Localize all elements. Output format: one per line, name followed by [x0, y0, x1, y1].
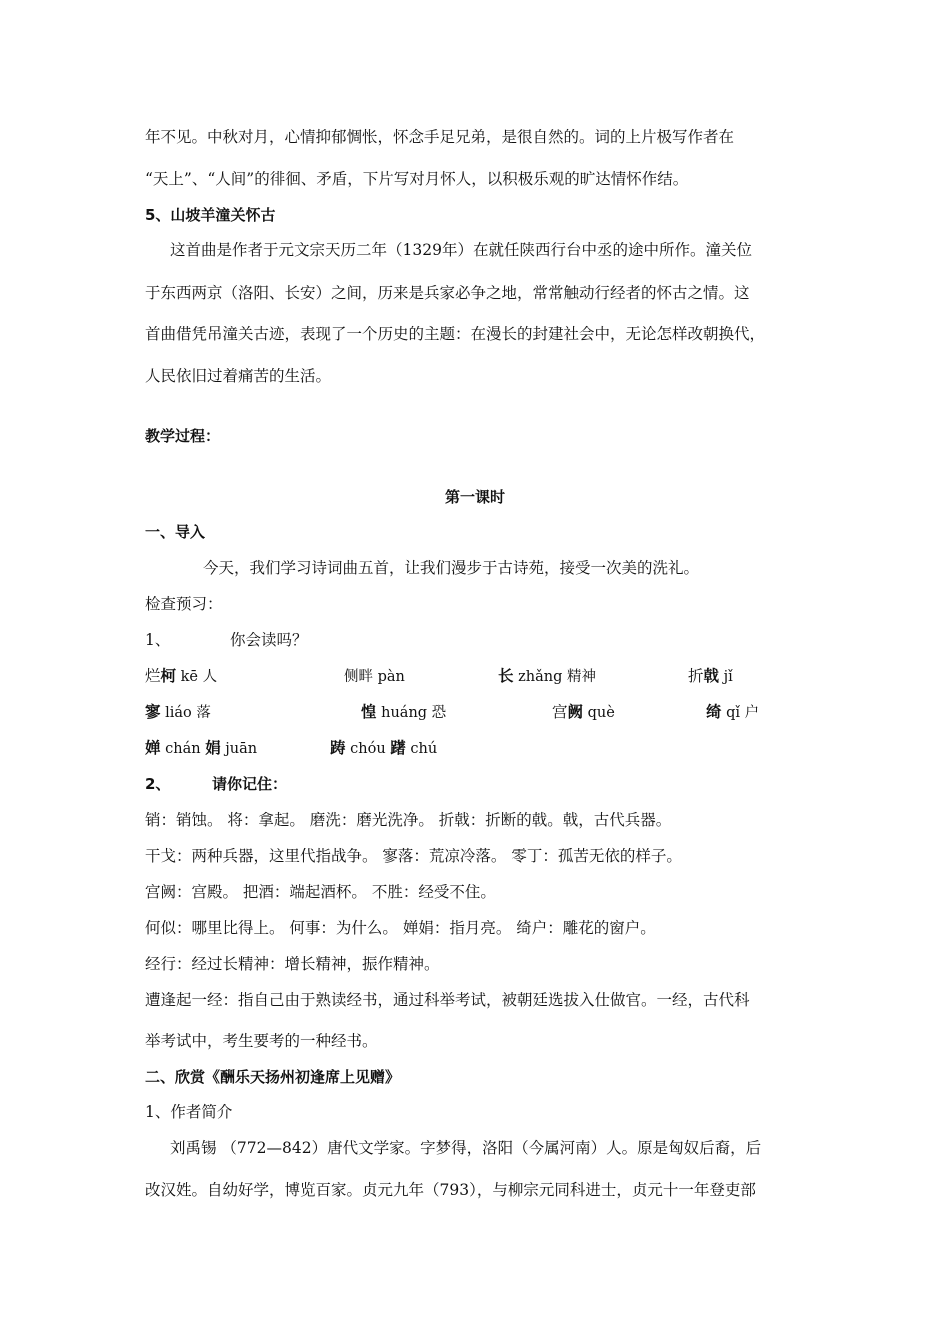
pronunciation-item: [688, 666, 733, 687]
vocab-line: 销：销蚀。 将：拿起。 磨洗：磨光洗净。 折戟：折断的戟。戟，古代兵器。: [145, 811, 672, 829]
lesson-title: 第一课时: [444, 488, 505, 506]
section-heading: 一、导入: [145, 523, 206, 541]
pinyin: juān: [220, 741, 258, 757]
question-number: 1、: [145, 631, 171, 649]
pinyin: huáng 恐: [376, 705, 447, 721]
pronunciation-item: [145, 702, 211, 723]
target-char: 娟: [205, 739, 221, 757]
section-heading: 5、山坡羊潼关怀古: [145, 206, 276, 224]
pronunciation-item: [344, 666, 405, 687]
pronunciation-item: [706, 702, 759, 723]
target-char: 阙: [567, 703, 584, 721]
text: 烂: [145, 667, 161, 685]
target-char: 寥: [145, 703, 161, 721]
text: 折: [688, 667, 704, 685]
pinyin: chán: [160, 741, 206, 757]
pronunciation-item: [552, 702, 615, 723]
pinyin: 侧畔 pàn: [344, 669, 405, 685]
pinyin: què: [583, 705, 615, 721]
paragraph-line: 今天，我们学习诗词曲五首，让我们漫步于古诗苑，接受一次美的洗礼。: [203, 559, 700, 577]
vocab-line: 干戈：两种兵器，这里代指战争。 寥落：荒凉冷落。 零丁：孤苦无依的样子。: [145, 847, 682, 865]
subsection-heading: 1、作者简介: [145, 1103, 233, 1121]
paragraph-line: 年不见。中秋对月，心情抑郁惆怅，怀念手足兄弟，是很自然的。词的上片极写作者在: [145, 128, 735, 146]
pinyin: kē 人: [176, 669, 218, 685]
pinyin: chú: [405, 741, 438, 757]
target-char: 婵: [145, 739, 161, 757]
pinyin: jǐ: [719, 669, 733, 685]
paragraph-line: 人民依旧过着痛苦的生活。: [145, 367, 332, 385]
paragraph-line: 于东西两京（洛阳、长安）之间，历来是兵家必争之地，常常触动行经者的怀古之情。这: [145, 284, 750, 302]
paragraph-line: 改汉姓。自幼好学，博览百家。贞元九年（793），与柳宗元同科进士，贞元十一年登吏部: [145, 1181, 756, 1199]
target-char: 长: [498, 667, 514, 685]
paragraph-line: 首曲借凭吊潼关古迹，表现了一个历史的主题：在漫长的封建社会中，无论怎样改朝换代，: [145, 325, 766, 343]
target-char: 戟: [703, 667, 720, 685]
text: 宫: [552, 703, 568, 721]
pronunciation-item: [330, 738, 437, 759]
pinyin: zhǎng 精神: [513, 669, 596, 685]
target-char: 柯: [160, 667, 177, 685]
section-heading: 二、欣赏《酬乐天扬州初逢席上见赠》: [145, 1068, 401, 1086]
target-char: 踌: [330, 739, 346, 757]
pinyin: liáo 落: [160, 705, 211, 721]
pronunciation-item: [361, 702, 446, 723]
pronunciation-item: [145, 738, 257, 759]
paragraph-line: 这首曲是作者于元文宗天历二年（1329年）在就任陕西行台中丞的途中所作。潼关位: [170, 241, 752, 259]
paragraph-line: “天上”、“人间”的徘徊、矛盾，下片写对月怀人，以积极乐观的旷达情怀作结。: [145, 170, 689, 188]
paragraph-line: 刘禹锡 （772—842）唐代文学家。字梦得，洛阳（今属河南）人。原是匈奴后裔，后: [170, 1139, 762, 1157]
question-text: 请你记住：: [212, 775, 288, 793]
pronunciation-item: [145, 666, 217, 687]
target-char: 惶: [361, 703, 377, 721]
vocab-line: 宫阙：宫殿。 把酒：端起酒杯。 不胜：经受不住。: [145, 883, 496, 901]
check-label: 检查预习：: [145, 595, 223, 613]
pinyin: qǐ 户: [721, 705, 760, 721]
question-text: 你会读吗？: [230, 631, 308, 649]
question-number: 2、: [145, 775, 171, 793]
vocab-line: 举考试中，考生要考的一种经书。: [145, 1032, 378, 1050]
target-char: 绮: [706, 703, 722, 721]
pinyin: chóu: [345, 741, 391, 757]
target-char: 躇: [390, 739, 406, 757]
vocab-line: 经行：经过长精神：增长精神，振作精神。: [145, 955, 440, 973]
vocab-line: 何似：哪里比得上。 何事：为什么。 婵娟：指月亮。 绮户：雕花的窗户。: [145, 919, 656, 937]
pronunciation-item: [498, 666, 596, 687]
vocab-line: 遭逢起一经：指自己由于熟读经书，通过科举考试，被朝廷选拔入仕做官。一经，古代科: [145, 991, 750, 1009]
process-label: 教学过程：: [145, 427, 221, 445]
